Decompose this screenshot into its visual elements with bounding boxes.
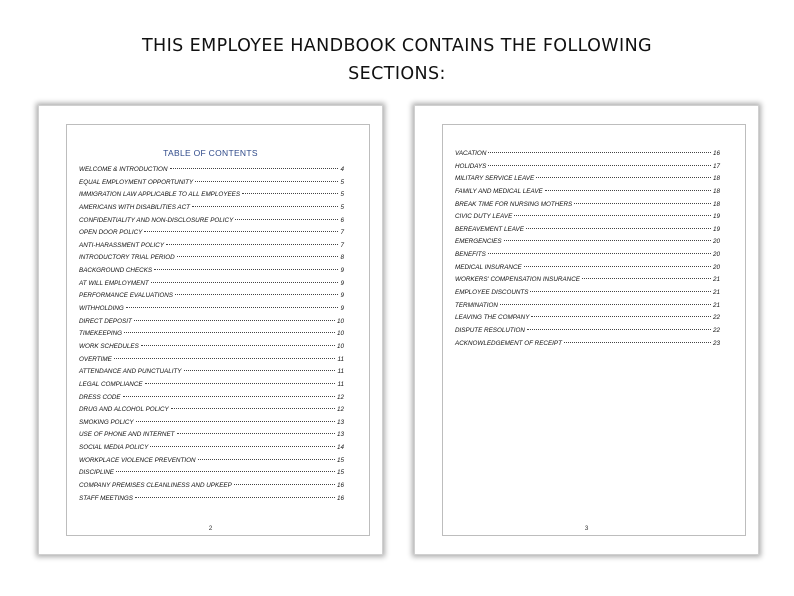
toc-entry-page: 7: [340, 241, 344, 249]
toc-entry-title: WORK SCHEDULES: [79, 342, 139, 350]
toc-entry-title: HOLIDAYS: [455, 162, 487, 170]
toc-dot-leader: [116, 471, 335, 472]
toc-entry-title: FAMILY AND MEDICAL LEAVE: [455, 187, 543, 195]
toc-entry-title: COMPANY PREMISES CLEANLINESS AND UPKEEP: [79, 482, 232, 490]
toc-dot-leader: [574, 203, 711, 204]
toc-entry: [455, 338, 720, 351]
toc-dot-leader: [526, 228, 711, 229]
toc-dot-leader: [242, 193, 338, 194]
toc-dot-leader: [177, 433, 335, 434]
toc-entry: [79, 429, 344, 442]
toc-dot-leader: [124, 332, 335, 333]
toc-entry-title: WORKPLACE VIOLENCE PREVENTION: [79, 456, 196, 464]
toc-entry-page: 9: [340, 279, 344, 287]
toc-dot-leader: [500, 304, 711, 305]
toc-entry-title: CONFIDENTIALITY AND NON-DISCLOSURE POLICY: [79, 216, 234, 224]
toc-entry-page: 11: [337, 355, 344, 363]
toc-entry-title: OPEN DOOR POLICY: [79, 229, 143, 237]
toc-entry-page: 5: [340, 191, 344, 199]
toc-entry-page: 22: [712, 314, 720, 322]
toc-dot-leader: [235, 219, 338, 220]
toc-entry: [79, 493, 344, 506]
toc-dot-leader: [114, 358, 336, 359]
toc-entry-title: CIVIC DUTY LEAVE: [455, 213, 513, 221]
toc-entry: [79, 278, 344, 291]
toc-entry-title: SOCIAL MEDIA POLICY: [79, 444, 149, 452]
toc-entry-page: 13: [336, 418, 344, 426]
toc-entry-title: MILITARY SERVICE LEAVE: [455, 175, 535, 183]
handbook-page-right: [414, 105, 759, 555]
toc-entry-title: PERFORMANCE EVALUATIONS: [79, 292, 174, 300]
toc-entry-page: 19: [712, 225, 720, 233]
toc-entry-title: BENEFITS: [455, 251, 486, 259]
toc-entry: [79, 480, 344, 493]
toc-entry-title: WITHHOLDING: [79, 305, 124, 313]
toc-entry: [455, 300, 720, 313]
toc-entry: [455, 173, 720, 186]
toc-entry-title: USE OF PHONE AND INTERNET: [79, 431, 175, 439]
toc-dot-leader: [126, 307, 339, 308]
toc-entry-page: 10: [336, 330, 344, 338]
toc-entry: [455, 224, 720, 237]
toc-entry-title: INTRODUCTORY TRIAL PERIOD: [79, 254, 175, 262]
toc-entry-title: SMOKING POLICY: [79, 418, 134, 426]
toc-entry: [79, 328, 344, 341]
toc-dot-leader: [536, 177, 711, 178]
toc-dot-leader: [144, 231, 338, 232]
toc-entry: [79, 252, 344, 265]
toc-entry-title: MEDICAL INSURANCE: [455, 263, 522, 271]
toc-entry-title: EMPLOYEE DISCOUNTS: [455, 289, 529, 297]
toc-dot-leader: [582, 278, 711, 279]
toc-dot-leader: [504, 240, 711, 241]
toc-entry-title: WELCOME & INTRODUCTION: [79, 166, 168, 173]
toc-entry: [79, 316, 344, 329]
toc-entry-page: 9: [340, 292, 344, 300]
toc-entry-page: 5: [340, 178, 344, 186]
toc-entry-page: 12: [336, 393, 344, 401]
toc-dot-leader: [123, 396, 335, 397]
toc-entry-title: BACKGROUND CHECKS: [79, 267, 153, 275]
toc-dot-leader: [564, 342, 711, 343]
toc-list-right: [455, 148, 720, 350]
toc-dot-leader: [198, 459, 335, 460]
toc-entry: [79, 303, 344, 316]
toc-entry-title: TIMEKEEPING: [79, 330, 123, 338]
toc-entry-page: 20: [712, 263, 720, 271]
toc-dot-leader: [141, 345, 335, 346]
toc-entry: [455, 287, 720, 300]
toc-entry-page: 6: [340, 216, 344, 224]
toc-entry: [79, 290, 344, 303]
toc-entry-page: 11: [337, 368, 344, 376]
toc-dot-leader: [151, 282, 339, 283]
toc-entry-title: DRUG AND ALCOHOL POLICY: [79, 406, 169, 414]
toc-entry-title: VACATION: [455, 150, 487, 157]
toc-entry-page: 15: [336, 456, 344, 464]
toc-entry-page: 23: [712, 339, 720, 347]
toc-entry: [79, 164, 344, 177]
toc-dot-leader: [234, 484, 335, 485]
toc-entry: [79, 240, 344, 253]
toc-entry: [455, 249, 720, 262]
toc-entry-title: DISPUTE RESOLUTION: [455, 326, 525, 334]
toc-dot-leader: [531, 316, 711, 317]
toc-entry-title: TERMINATION: [455, 301, 498, 309]
toc-entry-title: ANTI-HARASSMENT POLICY: [79, 241, 165, 249]
toc-dot-leader: [150, 446, 335, 447]
toc-entry-title: OVERTIME: [79, 355, 112, 363]
toc-entry-title: AMERICANS WITH DISABILITIES ACT: [79, 203, 191, 211]
toc-entry-title: WORKERS' COMPENSATION INSURANCE: [455, 276, 580, 284]
toc-entry-page: 11: [337, 380, 344, 388]
toc-dot-leader: [488, 253, 711, 254]
toc-entry-title: BREAK TIME FOR NURSING MOTHERS: [455, 200, 573, 208]
toc-entry-page: 13: [336, 431, 344, 439]
toc-entry-page: 18: [712, 175, 720, 183]
toc-entry-title: AT WILL EMPLOYMENT: [79, 279, 149, 287]
toc-entry: [79, 227, 344, 240]
toc-dot-leader: [545, 190, 711, 191]
toc-entry-page: 21: [712, 301, 720, 309]
toc-dot-leader: [488, 152, 711, 153]
toc-title: TABLE OF CONTENTS: [163, 148, 258, 158]
toc-entry-title: BEREAVEMENT LEAVE: [455, 225, 524, 233]
toc-dot-leader: [184, 370, 336, 371]
page-number: 3: [584, 525, 589, 532]
toc-entry: [455, 274, 720, 287]
toc-entry: [79, 177, 344, 190]
toc-entry-title: DISCIPLINE: [79, 469, 114, 477]
toc-entry-page: 18: [712, 187, 720, 195]
toc-entry-page: 20: [712, 238, 720, 246]
toc-entry-page: 12: [336, 406, 344, 414]
toc-entry-title: EMERGENCIES: [455, 238, 502, 246]
toc-dot-leader: [488, 165, 711, 166]
toc-entry: [79, 354, 344, 367]
toc-entry-page: 21: [712, 289, 720, 297]
toc-entry-page: 5: [340, 203, 344, 211]
toc-entry-title: DRESS CODE: [79, 393, 121, 401]
toc-entry-page: 16: [336, 494, 344, 502]
toc-entry: [79, 379, 344, 392]
toc-entry-page: 10: [336, 317, 344, 325]
toc-entry: [79, 202, 344, 215]
toc-entry-page: 7: [340, 229, 344, 237]
toc-entry-page: 14: [336, 444, 344, 452]
toc-dot-leader: [175, 294, 338, 295]
toc-dot-leader: [136, 421, 335, 422]
toc-entry: [79, 215, 344, 228]
page-number: 2: [208, 525, 213, 532]
toc-dot-leader: [166, 244, 338, 245]
toc-entry-page: 21: [712, 276, 720, 284]
toc-entry: [79, 404, 344, 417]
toc-dot-leader: [530, 291, 711, 292]
toc-entry: [455, 148, 720, 161]
toc-entry-title: EQUAL EMPLOYMENT OPPORTUNITY: [79, 178, 194, 186]
toc-dot-leader: [514, 215, 711, 216]
toc-entry-page: 15: [336, 469, 344, 477]
toc-dot-leader: [134, 320, 335, 321]
toc-entry-page: 4: [340, 166, 344, 173]
toc-entry-title: DIRECT DEPOSIT: [79, 317, 132, 325]
toc-entry: [455, 186, 720, 199]
toc-dot-leader: [135, 497, 335, 498]
toc-dot-leader: [192, 206, 338, 207]
toc-entry-page: 18: [712, 200, 720, 208]
toc-entry: [455, 211, 720, 224]
toc-entry: [79, 341, 344, 354]
toc-entry: [79, 392, 344, 405]
toc-entry: [79, 455, 344, 468]
toc-entry: [79, 265, 344, 278]
handbook-page-left: [38, 105, 383, 555]
toc-entry-title: ATTENDANCE AND PUNCTUALITY: [79, 368, 182, 376]
toc-entry-title: LEGAL COMPLIANCE: [79, 380, 143, 388]
toc-entry-title: ACKNOWLEDGEMENT OF RECEIPT: [455, 339, 562, 347]
toc-dot-leader: [145, 383, 336, 384]
toc-dot-leader: [171, 408, 335, 409]
toc-entry-title: LEAVING THE COMPANY: [455, 314, 530, 322]
toc-dot-leader: [527, 329, 711, 330]
toc-dot-leader: [170, 168, 339, 169]
headline: [0, 32, 794, 88]
toc-entry: [79, 417, 344, 430]
toc-entry-page: 8: [340, 254, 344, 262]
toc-entry: [79, 366, 344, 379]
toc-entry-title: IMMIGRATION LAW APPLICABLE TO ALL EMPLOYEES: [79, 191, 241, 199]
toc-entry: [455, 236, 720, 249]
toc-dot-leader: [524, 266, 711, 267]
toc-entry: [79, 467, 344, 480]
toc-dot-leader: [154, 269, 338, 270]
headline-line-1: THIS EMPLOYEE HANDBOOK CONTAINS THE FOLLOWING: [141, 36, 653, 56]
toc-entry: [455, 325, 720, 338]
toc-entry-page: 9: [340, 267, 344, 275]
toc-entry-page: 16: [336, 482, 344, 490]
toc-dot-leader: [195, 181, 338, 182]
toc-entry-page: 9: [340, 305, 344, 313]
toc-entry-page: 17: [712, 162, 720, 170]
toc-entry-page: 20: [712, 251, 720, 259]
toc-entry: [79, 442, 344, 455]
toc-entry-page: 10: [336, 342, 344, 350]
toc-entry: [455, 312, 720, 325]
toc-entry-page: 19: [712, 213, 720, 221]
toc-entry: [79, 189, 344, 202]
toc-entry-page: 16: [712, 150, 720, 157]
toc-entry-page: 22: [712, 326, 720, 334]
toc-entry: [455, 199, 720, 212]
toc-entry-title: STAFF MEETINGS: [79, 494, 133, 502]
toc-dot-leader: [177, 256, 339, 257]
headline-line-2: SECTIONS:: [348, 64, 446, 84]
toc-entry: [455, 161, 720, 174]
toc-list-left: [79, 164, 344, 505]
toc-entry: [455, 262, 720, 275]
